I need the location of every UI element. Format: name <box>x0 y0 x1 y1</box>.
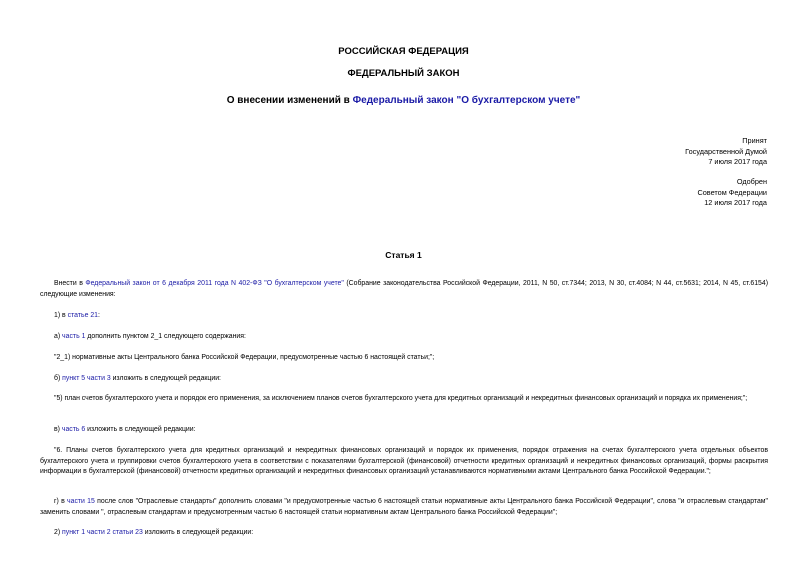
accepted-body: Государственной Думой <box>685 146 767 156</box>
paragraph-item-1: 1) в статье 21: <box>54 312 100 319</box>
law-title-link[interactable]: Федеральный закон "О бухгалтерском учете" <box>352 95 581 106</box>
header-law-type: ФЕДЕРАЛЬНЫЙ ЗАКОН <box>347 68 460 79</box>
link-item-5-part-3[interactable]: пункт 5 части 3 <box>62 375 111 382</box>
paragraph-item-v: в) часть 6 изложить в следующей редакции: <box>54 426 196 433</box>
adoption-accepted <box>685 136 767 168</box>
link-part-1[interactable]: часть 1 <box>62 333 86 340</box>
approved-label: Одобрен <box>736 177 767 186</box>
accepted-date: 7 июля 2017 года <box>708 157 767 166</box>
adoption-approved <box>697 177 767 209</box>
accepted-label: Принят <box>742 136 767 145</box>
paragraph-quote-6: "6. Планы счетов бухгалтерского учета для кредитных организаций и некредитных финансовых организаций и порядок их применения, порядок отражения на счетах бухгалтерского учета отдельных объектов бухгалтерского учета и группировки счетов бухгалтерского учета в соответствии с показателями бухгалтерской (финансовой) отчетности кредитных организаций и некредитных финансовых организаций, формы раскрытия информации в бухгалтерской (финансовой) отчетности кредитных организаций и некредитных финансовых организаций устанавливаются нормативными актами Центрального банка Российской Федерации."; <box>40 447 768 476</box>
approved-date: 12 июля 2017 года <box>704 198 767 207</box>
link-402-fz[interactable]: Федеральный закон от 6 декабря 2011 года N 402-ФЗ "О бухгалтерском учете" <box>85 280 344 287</box>
paragraph-quote-2-1: "2_1) нормативные акты Центрального банка Российской Федерации, предусмотренные частью 6 настоящей статьи;"; <box>54 354 435 361</box>
paragraph-item-a: а) часть 1 дополнить пунктом 2_1 следующего содержания: <box>54 333 246 340</box>
article-heading: Статья 1 <box>385 250 422 260</box>
paragraph-item-2: 2) пункт 1 части 2 статьи 23 изложить в следующей редакции: <box>54 529 254 536</box>
link-part-6[interactable]: часть 6 <box>61 426 86 433</box>
link-article-21[interactable]: статье 21 <box>67 312 98 319</box>
paragraph-quote-5: "5) план счетов бухгалтерского учета и порядок его применения, за исключением планов счетов бухгалтерского учета для кредитных организаций и некредитных финансовых организаций и порядка их применения;"; <box>54 395 748 402</box>
approved-body: Советом Федерации <box>697 187 767 197</box>
link-item-1-part-2-article-23[interactable]: пункт 1 части 2 статьи 23 <box>62 529 143 536</box>
law-title-prefix: О внесении изменений в <box>226 95 353 106</box>
header-country: РОССИЙСКАЯ ФЕДЕРАЦИЯ <box>338 46 469 57</box>
law-title <box>0 95 807 106</box>
paragraph-intro: Внести в Федеральный закон от 6 декабря 2011 года N 402-ФЗ "О бухгалтерском учете" (Собрание законодательства Российской Федерации, 2011, N 50, ст.7344; 2013, N 30, ст.4084; N 44, ст.5631; 2014, N 45, ст.6154) следующие изменения: <box>40 280 768 298</box>
paragraph-item-g: г) в части 15 после слов "Отраслевые стандарты" дополнить словами "и предусмотренные частью 6 настоящей статьи нормативные акты Центрального банка Российской Федерации", слова "и отраслевым стандартам" заменить словами ", отраслевым стандартам и предусмотренным частью 6 настоящей статьи нормативным актам Центрального банка Российской Федерации"; <box>40 498 768 516</box>
link-part-15[interactable]: части 15 <box>67 498 95 505</box>
paragraph-item-b: б) пункт 5 части 3 изложить в следующей редакции: <box>54 375 221 382</box>
